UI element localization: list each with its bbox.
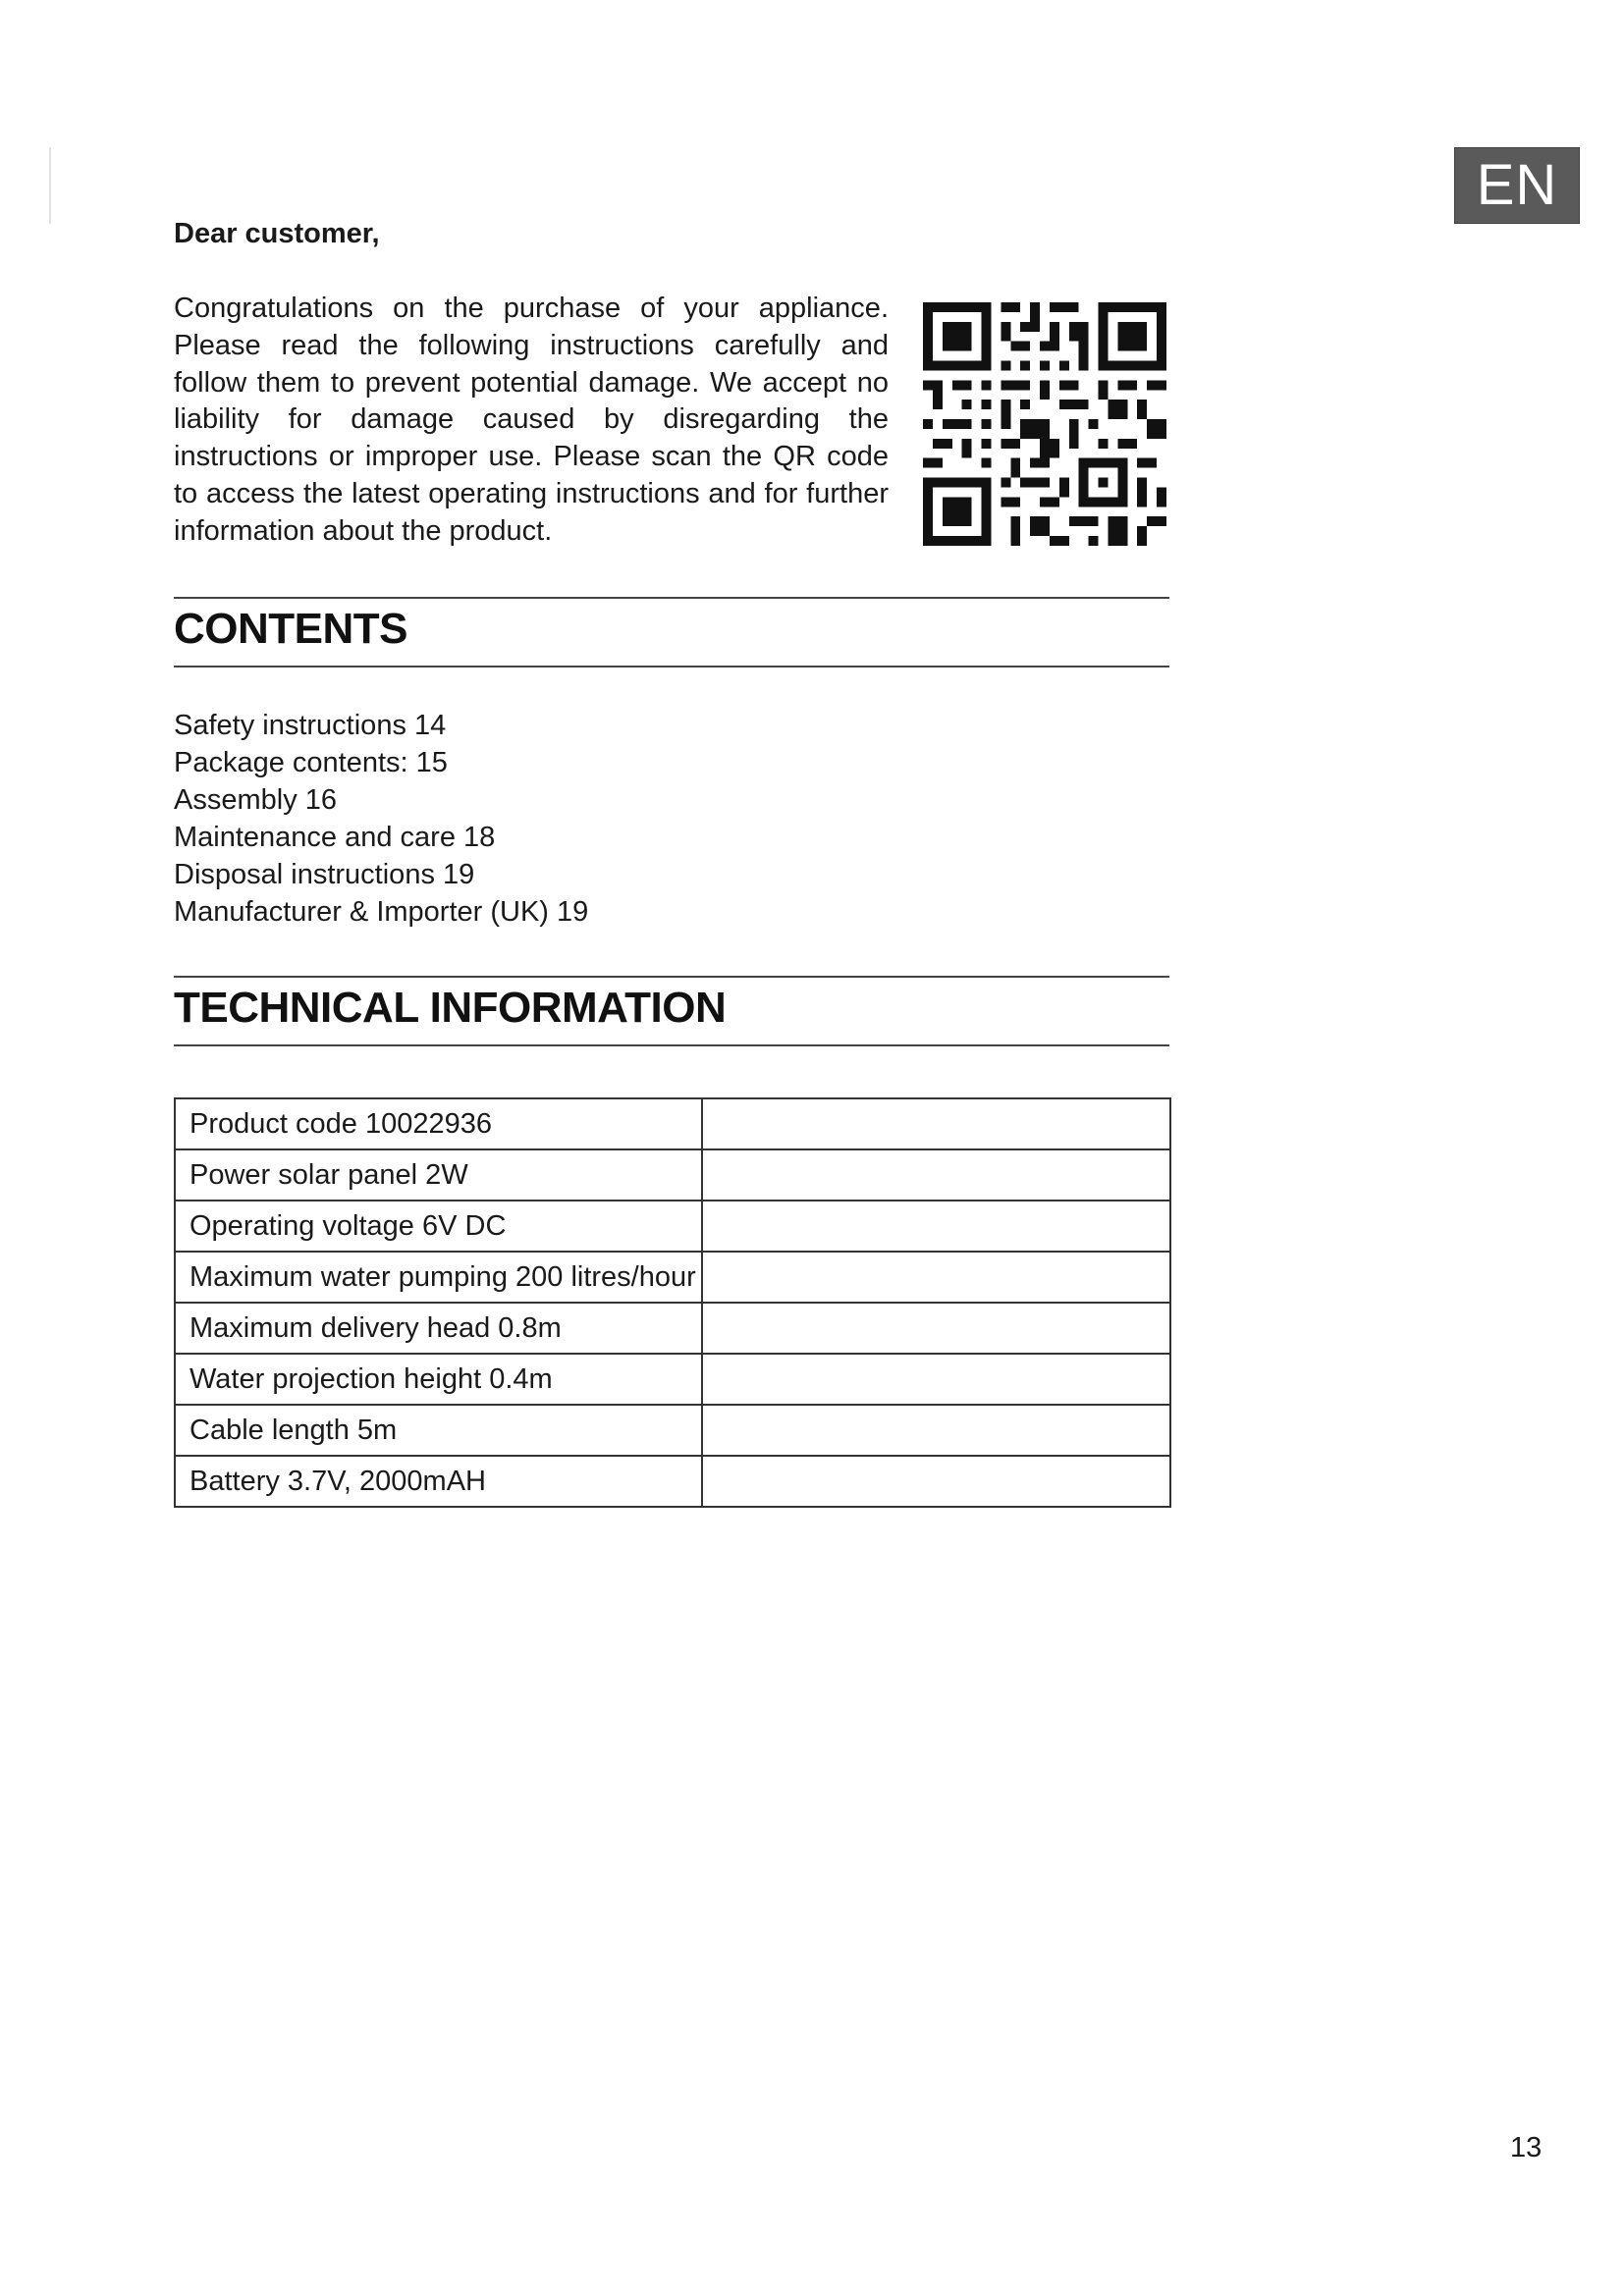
contents-item-maintenance: Maintenance and care 18: [174, 822, 496, 853]
table-cell: Water projection height 0.4m: [175, 1354, 702, 1405]
table-cell-empty: [702, 1149, 1170, 1201]
table-row: [175, 1252, 1170, 1303]
table-cell: Battery 3.7V, 2000mAH: [175, 1456, 702, 1507]
language-badge: EN: [1454, 147, 1580, 224]
table-cell: Maximum water pumping 200 litres/hour: [175, 1252, 702, 1303]
table-cell-empty: [702, 1405, 1170, 1456]
greeting: Dear customer,: [174, 218, 380, 249]
contents-rule-top: [174, 597, 1169, 599]
technical-rule-bottom: [174, 1044, 1169, 1046]
contents-rule-bottom: [174, 666, 1169, 667]
table-cell-empty: [702, 1303, 1170, 1354]
qr-code-icon: [923, 302, 1166, 546]
table-cell: Power solar panel 2W: [175, 1149, 702, 1201]
technical-title: TECHNICAL INFORMATION: [174, 984, 727, 1032]
contents-item-disposal: Disposal instructions 19: [174, 859, 475, 890]
table-row: [175, 1354, 1170, 1405]
table-row: [175, 1098, 1170, 1149]
intro-text: Congratulations on the purchase of your appliance. Please read the following instructions carefully and follow them to prevent potential damage. We accept no liability for damage caused by disregarding the instructions or improper use. Please scan the QR code to access the latest operating instructions and for further information about the product.: [174, 293, 889, 547]
contents-item-package: Package contents: 15: [174, 747, 448, 778]
table-cell-empty: [702, 1252, 1170, 1303]
contents-item-safety: Safety instructions 14: [174, 710, 447, 741]
page-number: 13: [1510, 2132, 1543, 2163]
contents-item-assembly: Assembly 16: [174, 784, 338, 816]
technical-table: [174, 1097, 1171, 1508]
table-cell-empty: [702, 1201, 1170, 1252]
table-cell-empty: [702, 1098, 1170, 1149]
table-cell: Product code 10022936: [175, 1098, 702, 1149]
margin-mark: [49, 147, 51, 224]
table-row: [175, 1405, 1170, 1456]
table-cell: Maximum delivery head 0.8m: [175, 1303, 702, 1354]
contents-title: CONTENTS: [174, 605, 407, 653]
contents-item-manufacturer: Manufacturer & Importer (UK) 19: [174, 896, 589, 928]
table-row: [175, 1303, 1170, 1354]
technical-rule-top: [174, 976, 1169, 978]
table-row: [175, 1201, 1170, 1252]
table-cell: Operating voltage 6V DC: [175, 1201, 702, 1252]
table-cell-empty: [702, 1456, 1170, 1507]
table-cell-empty: [702, 1354, 1170, 1405]
table-row: [175, 1456, 1170, 1507]
table-row: [175, 1149, 1170, 1201]
table-cell: Cable length 5m: [175, 1405, 702, 1456]
contents-list: [174, 707, 588, 931]
